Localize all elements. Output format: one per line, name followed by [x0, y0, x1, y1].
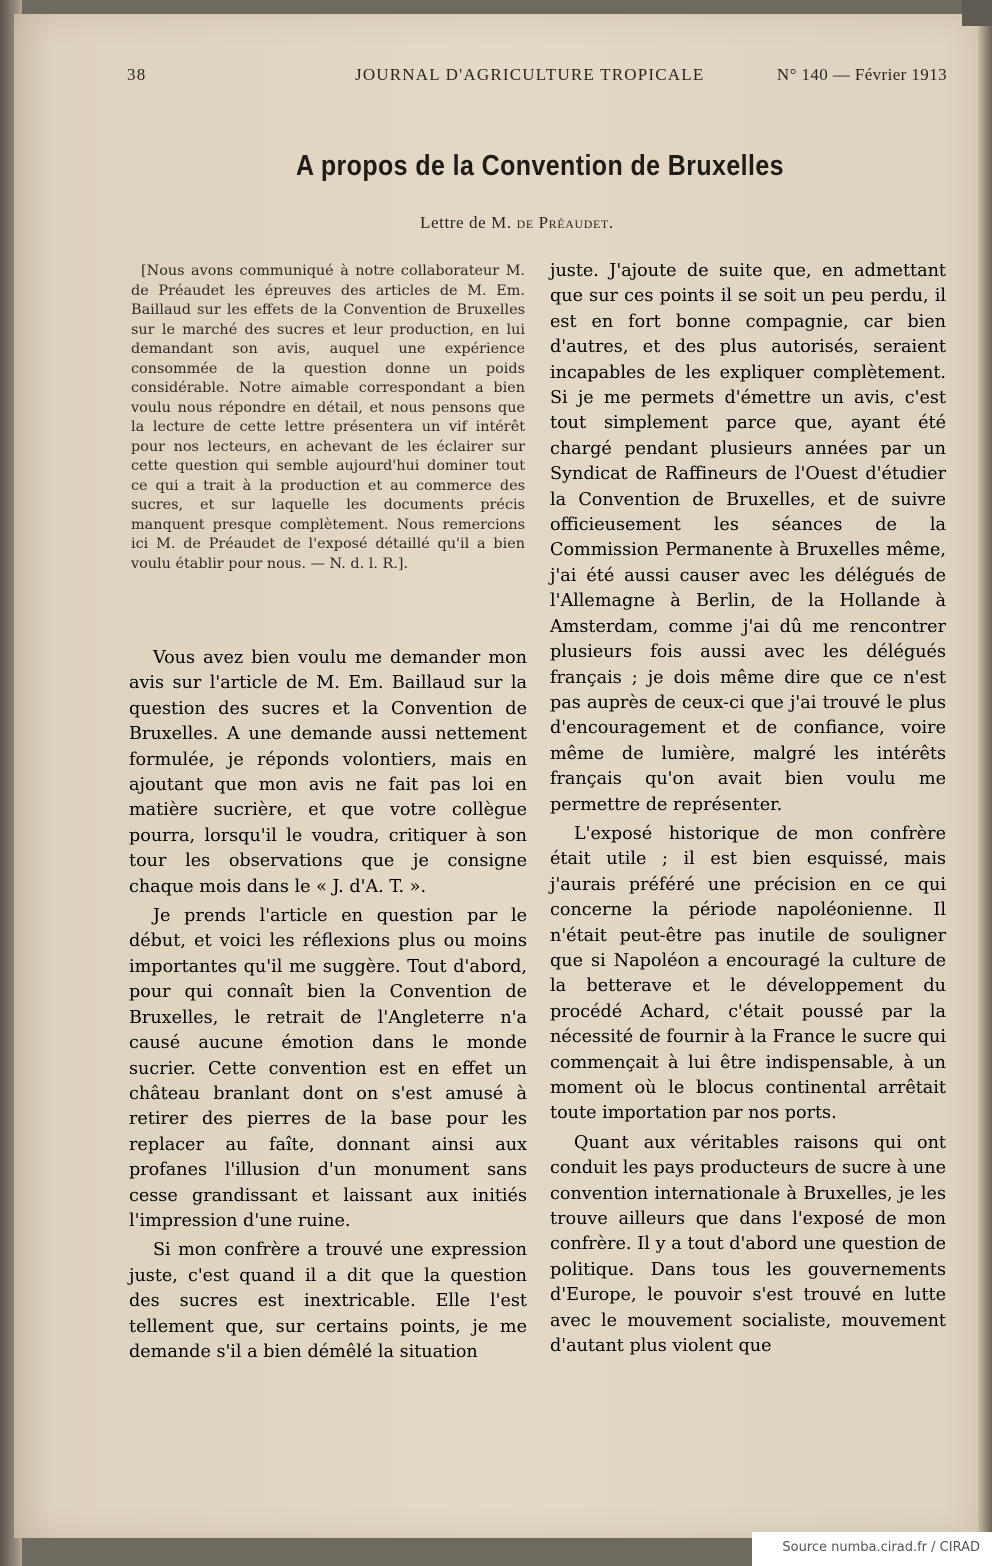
right-column-body [550, 259, 946, 1359]
running-header [127, 65, 947, 89]
paragraph: Je prends l'article en question par le début, et voici les réflexions plus ou moins importantes qu'il me suggère. Tout d'abord, pour qui connaît bien la Convention de Bruxelles, le retrait de l'Angleterre n'a causé aucune émotion dans le monde sucrier. Cette convention est en effet un château branlant dont on s'est amusé à retirer des pierres de la base pour les replacer au faîte, donnant ainsi aux profanes l'illusion d'un monument sans cesse grandissant et laissant aux initiés l'impression d'une ruine. [129, 906, 527, 1231]
article-byline [420, 213, 720, 233]
source-credit: Source numba.cirad.fr / CIRAD [782, 1540, 980, 1555]
paragraph: Quant aux véritables raisons qui ont conduit les pays producteurs de sucre à une convention internationale à Bruxelles, je les trouve ailleurs que dans l'exposé de mon confrère. Il y a tout d'abord une question de politique. Dans tous les gouvernements d'Europe, le pouvoir s'est trouvé en lutte avec le mouvement socialiste, mouvement d'autant plus violent que [550, 1132, 946, 1357]
byline-author: de Préaudet. [516, 213, 614, 232]
article-title: A propos de la Convention de Bruxelles [296, 150, 784, 182]
paragraph: Vous avez bien voulu me demander mon avis sur l'article de M. Em. Baillaud sur la question des sucres et la Convention de Bruxelles. A une demande aussi nettement formulée, je réponds volontiers, mais en ajoutant que mon avis ne fait pas loi en matière sucrière, et que votre collègue pourra, lorsqu'il le voudra, critiquer à son tour les observations que je consigne chaque mois dans le « J. d'A. T. ». [129, 648, 527, 897]
journal-title: JOURNAL D'AGRICULTURE TROPICALE [355, 65, 705, 84]
editor-note: [Nous avons communiqué à notre collaborateur M. de Préaudet les épreuves des articles de M. Em. Baillaud sur les effets de la Convention de Bruxelles sur le marché des sucres et leur production, en lui demandant son avis, auquel une expérience consommée de la question donne un poids considérable. Notre aimable correspondant a bien voulu nous répondre en détail, et nous pensons que la lecture de cette lettre présentera un vif intérêt pour nos lecteurs, en achevant de les éclairer sur cette question qui semble aujourd'hui dominer tout ce qui a trait à la production et au commerce des sucres, et sur laquelle les documents précis manquent presque complètement. Nous remercions ici M. de Préaudet de l'exposé détaillé qu'il a bien voulu établir pour nous. — N. d. l. R.]. [131, 263, 525, 572]
paragraph: Si mon confrère a trouvé une expression juste, c'est quand il a dit que la question des sucres est inextricable. Elle l'est tellement que, sur certains points, je me demande s'il a bien démêlé la situation [129, 1240, 527, 1362]
paragraph: juste. J'ajoute de suite que, en admettant que sur ces points il se soit un peu perdu, il est en fort bonne compagnie, car bien d'autres, et des plus autorisés, seraient incapables de les expliquer complètement. Si je me permets d'émettre un avis, c'est tout simplement parce que, ayant été chargé pendant plusieurs années par un Syndicat de Raffineurs de l'Ouest d'étudier la Convention de Bruxelles, et de suivre officieusement les séances de la Commission Permanente à Bruxelles même, j'ai été aussi causer avec les délégués de l'Allemagne à Berlin, de la Hollande à Amsterdam, comme j'ai dû me rencontrer plusieurs fois aussi avec les délégués français ; je dois même dire que ce n'est pas auprès de ceux-ci que j'ai trouvé le plus d'encouragement et de confiance, voire même de lumière, malgré les intérêts français qu'on avait bien voulu me permettre de représenter. [550, 261, 946, 815]
scan-corner [962, 0, 992, 26]
paragraph: L'exposé historique de mon confrère était utile ; il est bien esquissé, mais j'aurais préféré une précision en ce qui concerne la période napoléonienne. Il n'était peut-être pas inutile de souligner que si Napoléon a encouragé la culture de la betterave et le développement du procédé Achard, c'était poussé par la nécessité de fournir à la France le sucre qui commençait à lui être indispensable, à un moment où le blocus continental arrêtait toute importation par nos ports. [550, 823, 946, 1124]
byline-prefix: Lettre de M. [420, 213, 512, 232]
issue-info: N° 140 — Février 1913 [776, 65, 947, 84]
left-column-body [129, 646, 527, 1365]
page-number: 38 [127, 65, 147, 84]
source-footer [752, 1532, 992, 1566]
page-right-edge [978, 0, 992, 1540]
